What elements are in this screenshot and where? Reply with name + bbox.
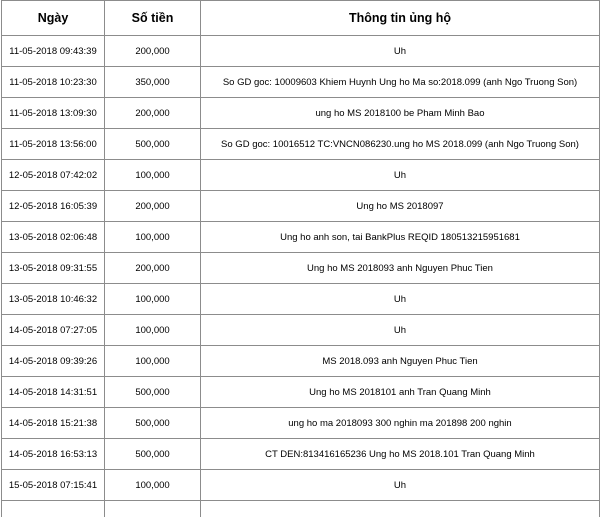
cell-date: 14-05-2018 09:39:26: [2, 346, 105, 377]
cell-info: So GD goc: 10009603 Khiem Huynh Ung ho Ma so:2018.099 (anh Ngo Truong Son): [201, 67, 600, 98]
cell-date: 12-05-2018 07:42:02: [2, 160, 105, 191]
cell-info: ung ho MS 2018100 be Pham Minh Bao: [201, 98, 600, 129]
cell-date: 15-05-2018 07:15:41: [2, 470, 105, 501]
cell-date: 14-05-2018 16:53:13: [2, 439, 105, 470]
table-row-partial: [2, 501, 600, 517]
cell-amount: 100,000: [105, 346, 201, 377]
header-amount: Số tiền: [105, 1, 201, 36]
cell-date: 14-05-2018 07:27:05: [2, 315, 105, 346]
table-header-row: [2, 1, 600, 36]
cell-empty: [2, 501, 105, 517]
cell-info: Uh: [201, 36, 600, 67]
cell-date: 11-05-2018 09:43:39: [2, 36, 105, 67]
table-row: [2, 98, 600, 129]
cell-date: 13-05-2018 10:46:32: [2, 284, 105, 315]
cell-empty: [201, 501, 600, 517]
cell-amount: 100,000: [105, 315, 201, 346]
table-row: [2, 253, 600, 284]
table-row: [2, 315, 600, 346]
table-row: [2, 160, 600, 191]
cell-amount: 500,000: [105, 129, 201, 160]
cell-info: ung ho ma 2018093 300 nghin ma 201898 200 nghin: [201, 408, 600, 439]
table-row: [2, 67, 600, 98]
table-row: [2, 36, 600, 67]
cell-date: 14-05-2018 14:31:51: [2, 377, 105, 408]
cell-info: So GD goc: 10016512 TC:VNCN086230.ung ho MS 2018.099 (anh Ngo Truong Son): [201, 129, 600, 160]
cell-date: 11-05-2018 13:09:30: [2, 98, 105, 129]
table-row: [2, 346, 600, 377]
cell-amount: 200,000: [105, 98, 201, 129]
cell-amount: 350,000: [105, 67, 201, 98]
cell-date: 14-05-2018 15:21:38: [2, 408, 105, 439]
table-row: [2, 222, 600, 253]
table-row: [2, 377, 600, 408]
cell-amount: 200,000: [105, 191, 201, 222]
table-row: [2, 408, 600, 439]
cell-info: Ung ho MS 2018097: [201, 191, 600, 222]
cell-amount: 500,000: [105, 439, 201, 470]
cell-info: Ung ho MS 2018101 anh Tran Quang Minh: [201, 377, 600, 408]
cell-amount: 500,000: [105, 377, 201, 408]
cell-amount: 200,000: [105, 253, 201, 284]
cell-amount: 500,000: [105, 408, 201, 439]
donations-table: [1, 0, 600, 517]
cell-date: 11-05-2018 13:56:00: [2, 129, 105, 160]
cell-amount: 100,000: [105, 470, 201, 501]
table-row: [2, 470, 600, 501]
cell-date: 12-05-2018 16:05:39: [2, 191, 105, 222]
table-row: [2, 439, 600, 470]
cell-info: Uh: [201, 470, 600, 501]
cell-info: Ung ho anh son, tai BankPlus REQID 180513215951681: [201, 222, 600, 253]
cell-date: 13-05-2018 09:31:55: [2, 253, 105, 284]
cell-info: Ung ho MS 2018093 anh Nguyen Phuc Tien: [201, 253, 600, 284]
cell-info: Uh: [201, 284, 600, 315]
cell-info: CT DEN:813416165236 Ung ho MS 2018.101 Tran Quang Minh: [201, 439, 600, 470]
table-row: [2, 284, 600, 315]
cell-amount: 100,000: [105, 284, 201, 315]
header-info: Thông tin ủng hộ: [201, 1, 600, 36]
cell-empty: [105, 501, 201, 517]
table-row: [2, 129, 600, 160]
cell-info: MS 2018.093 anh Nguyen Phuc Tien: [201, 346, 600, 377]
cell-amount: 100,000: [105, 222, 201, 253]
cell-amount: 200,000: [105, 36, 201, 67]
cell-info: Uh: [201, 315, 600, 346]
cell-date: 13-05-2018 02:06:48: [2, 222, 105, 253]
table-row: [2, 191, 600, 222]
cell-date: 11-05-2018 10:23:30: [2, 67, 105, 98]
cell-info: Uh: [201, 160, 600, 191]
cell-amount: 100,000: [105, 160, 201, 191]
table-body: [2, 36, 600, 517]
header-date: Ngày: [2, 1, 105, 36]
